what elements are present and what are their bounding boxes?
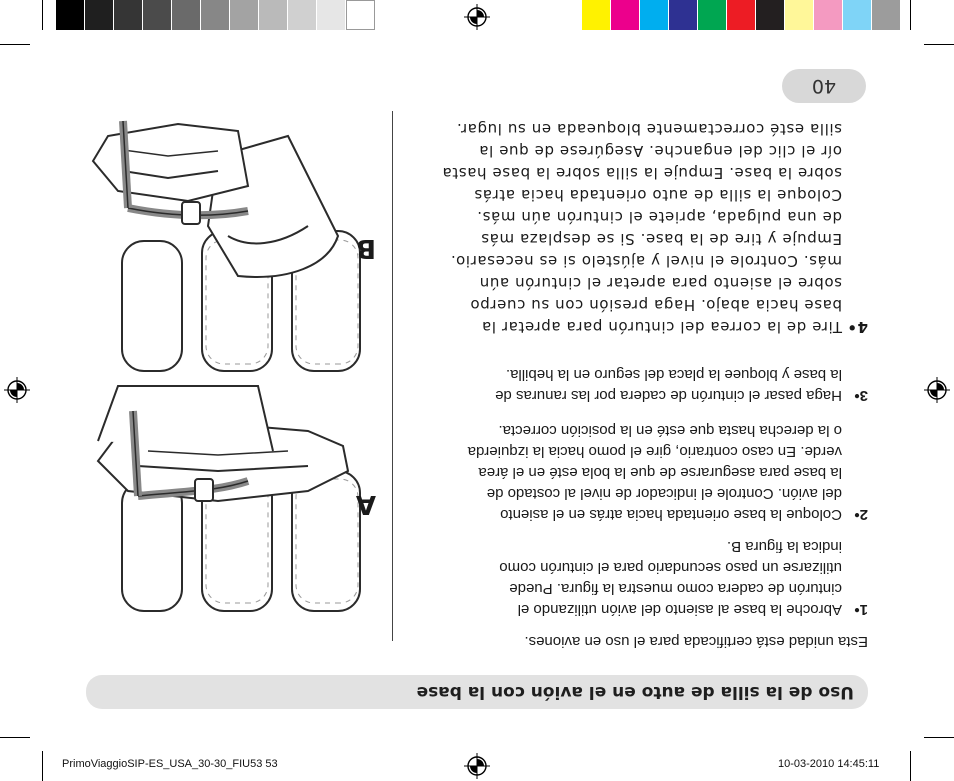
step-line: de una pulgada, apriete el cinturón aún más. — [476, 208, 842, 226]
step-line: Haga pasar el cinturón de cadera por las ranuras de — [495, 387, 842, 404]
step-line: Coloque la base orientada hacia atrás en el asiento — [500, 506, 842, 523]
step-line: del avión. Controle el indicador de nivel al costado de — [486, 485, 842, 502]
figure-a-label: A — [355, 489, 376, 519]
step-line: utilizarse un paso secundario para el cinturón como — [499, 559, 842, 576]
step-number: 3• — [854, 387, 868, 404]
step-line: la base y bloquee la placa del seguro en la hebilla. — [505, 366, 842, 383]
step-number: 1• — [854, 601, 868, 618]
step-line: Coloque la silla de auto orientada hacia atrás — [473, 186, 842, 204]
intro-text-content: Esta unidad está certificada para el uso en aviones. — [524, 633, 868, 650]
figure-b-illustration — [68, 96, 368, 386]
print-slug-timestamp: 10-03-2010 14:45:11 — [778, 758, 880, 770]
intro-text — [524, 631, 868, 652]
step-line: silla esté correctamente bloqueada en su lugar. — [456, 120, 842, 138]
step-line: oír el clic del enganche. Asegúrese de que la — [478, 142, 842, 160]
step-line: cinturón de cadera como muestra la figura. Puede — [509, 580, 842, 597]
step-4 — [388, 113, 868, 338]
step-line: la base para asegurarse de que la bola esté en el área — [478, 464, 842, 481]
column-divider — [392, 111, 393, 641]
section-title: Uso de la silla de auto en el avión con la base — [416, 682, 854, 702]
step-number: 2• — [854, 506, 868, 523]
section-title-tab — [86, 675, 868, 709]
figure-b-label: B — [356, 233, 376, 263]
page-number-text: 40 — [811, 75, 837, 97]
step-line: base hacia abajo. Haga presión con su cuerpo — [469, 296, 842, 314]
step-1 — [448, 530, 868, 620]
step-line: Abroche la base al asiento del avión utilizando el — [517, 601, 842, 618]
step-text — [495, 364, 842, 406]
step-line: Tire de la correa del cinturón para apretar la — [481, 318, 842, 336]
step-line: o la derecha hasta que esté en la posición correcta. — [498, 422, 842, 439]
step-line: sobre la base. Empuje la silla sobre la base hasta — [441, 164, 842, 182]
step-line: más. Controle el nivel y ajústelo si es necesario. — [450, 252, 842, 270]
step-text — [442, 118, 842, 338]
step-text — [468, 420, 842, 525]
step-line: verde. En caso contrario, gire el pomo hacia la izquierda — [467, 443, 842, 460]
print-slug-filename: PrimoViaggioSIP-ES_USA_30-30_FIU53 53 — [62, 758, 278, 770]
step-3 — [428, 360, 868, 406]
step-line: indica la figura B. — [726, 538, 842, 555]
step-line: Empuje y tire de la base. Si se desplaza más — [480, 230, 842, 248]
step-2 — [428, 415, 868, 525]
figure-a-illustration — [68, 381, 368, 641]
step-text — [499, 536, 842, 620]
step-line: sobre el asiento para apretar el cinturón aún — [479, 274, 842, 292]
page-number — [782, 69, 866, 103]
step-number: 4• — [846, 318, 868, 336]
